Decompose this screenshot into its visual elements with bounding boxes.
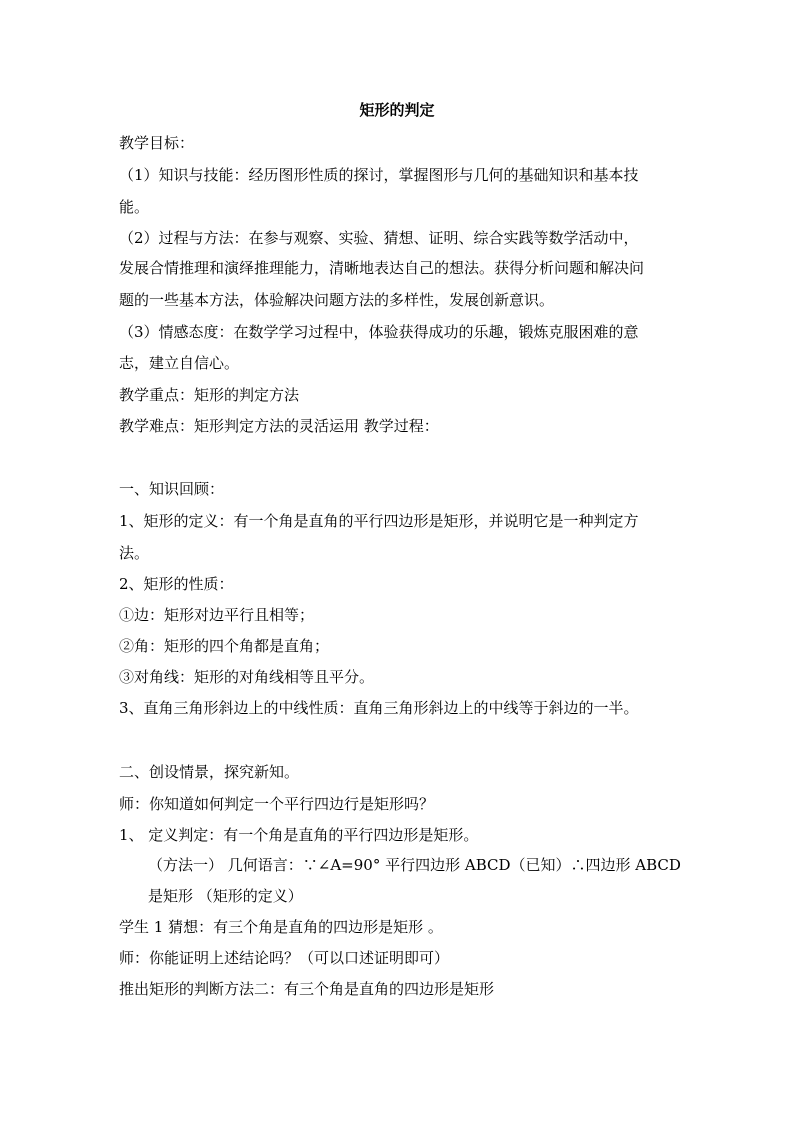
text-line: 教学重点：矩形的判定方法 <box>119 386 300 404</box>
text-line: 发展合情推理和演绎推理能力，清晰地表达自己的想法。获得分析问题和解决问 <box>119 259 645 277</box>
text-line: 法。 <box>119 544 150 562</box>
text-line: 教学目标： <box>119 134 195 152</box>
text-line: （3）情感态度：在数学学习过程中，体验获得成功的乐趣，锻炼克服困难的意 <box>119 323 639 341</box>
text-line: 志，建立自信心。 <box>119 354 240 372</box>
text-line: 题的一些基本方法，体验解决问题方法的多样性，发展创新意识。 <box>119 291 555 309</box>
text-line: 1、矩形的定义：有一个角是直角的平行四边形是矩形，并说明它是一种判定方 <box>119 512 639 530</box>
text-line: （1）知识与技能：经历图形性质的探讨，掌握图形与几何的基础知识和基本技 <box>119 166 639 184</box>
text-line: 推出矩形的判断方法二：有三个角是直角的四边形是矩形 <box>119 980 495 998</box>
section-heading: 二、创设情景，探究新知。 <box>119 763 300 781</box>
text-line: 师：你能证明上述结论吗？（可以口述证明即可） <box>119 949 450 967</box>
text-line: 教学难点：矩形判定方法的灵活运用 教学过程： <box>119 417 439 435</box>
section-heading: 一、知识回顾： <box>119 480 225 498</box>
text-line: ③对角线：矩形的对角线相等且平分。 <box>119 668 375 686</box>
text-line: 2、矩形的性质： <box>119 575 234 593</box>
text-line: ②角：矩形的四个角都是直角； <box>119 637 330 655</box>
text-line: 学生 1 猜想：有三个角是直角的四边形是矩形 。 <box>119 918 443 936</box>
text-line: ①边：矩形对边平行且相等； <box>119 606 315 624</box>
text-line: 师：你知道如何判定一个平行四边行是矩形吗？ <box>119 795 435 813</box>
document-title: 矩形的判定 <box>359 101 435 119</box>
text-line: （方法一） 几何语言：∵∠A=90° 平行四边形 ABCD（已知）∴四边形 ABCD <box>148 856 681 874</box>
text-line: 能。 <box>119 198 150 216</box>
text-line: （2）过程与方法：在参与观察、实验、猜想、证明、综合实践等数学活动中， <box>119 229 639 247</box>
text-line: 3、直角三角形斜边上的中线性质：直角三角形斜边上的中线等于斜边的一半。 <box>119 699 639 717</box>
text-line: 是矩形 （矩形的定义） <box>148 887 303 905</box>
text-line: 1、 定义判定：有一个角是直角的平行四边形是矩形。 <box>119 826 479 844</box>
